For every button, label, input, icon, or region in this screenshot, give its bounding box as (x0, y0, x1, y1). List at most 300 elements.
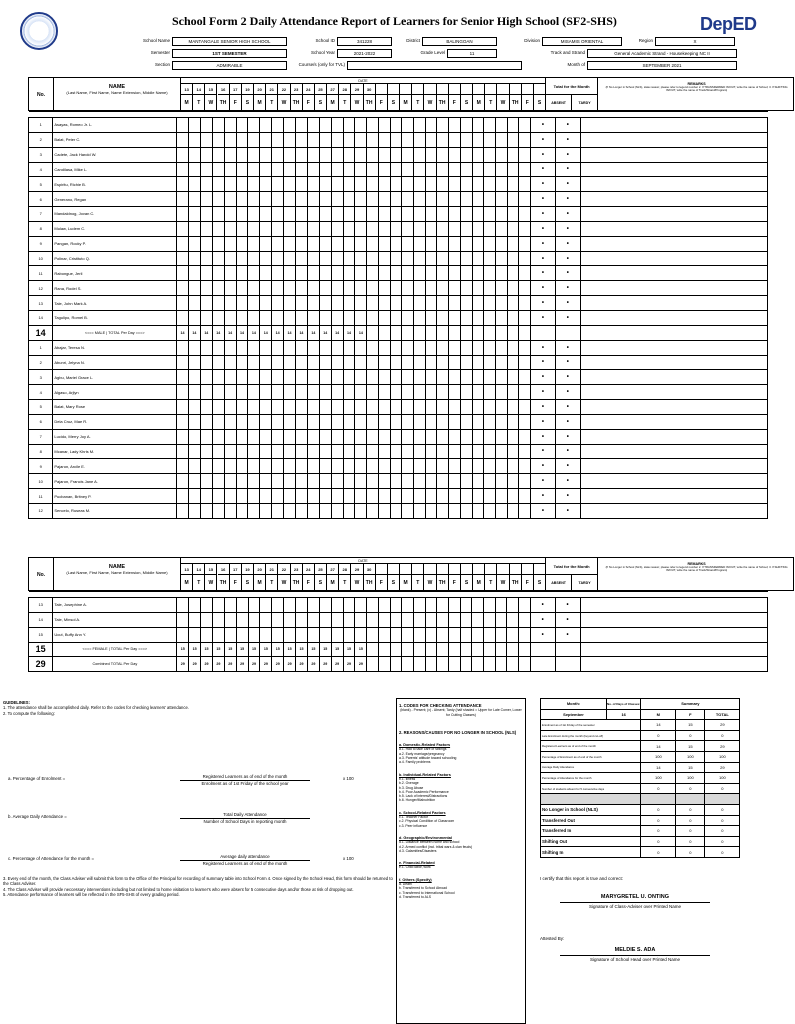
attendance-cell[interactable] (472, 370, 484, 385)
attendance-cell[interactable] (414, 281, 426, 296)
attendance-cell[interactable] (414, 612, 426, 627)
attendance-cell[interactable] (284, 147, 296, 162)
attendance-cell[interactable] (248, 340, 260, 355)
attendance-cell[interactable] (379, 266, 391, 281)
attendance-cell[interactable] (236, 429, 248, 444)
attendance-cell[interactable] (260, 627, 272, 642)
attendance-cell[interactable] (177, 162, 189, 177)
attendance-cell[interactable] (224, 118, 236, 133)
attendance-cell[interactable] (519, 132, 531, 147)
attendance-cell[interactable] (355, 192, 367, 207)
attendance-cell[interactable] (236, 489, 248, 504)
attendance-cell[interactable] (367, 207, 379, 222)
attendance-cell[interactable] (472, 236, 484, 251)
attendance-cell[interactable] (319, 207, 331, 222)
attendance-cell[interactable] (507, 459, 519, 474)
attendance-cell[interactable] (296, 132, 308, 147)
attendance-cell[interactable] (449, 459, 461, 474)
attendance-cell[interactable] (248, 385, 260, 400)
attendance-cell[interactable] (425, 236, 437, 251)
attendance-cell[interactable] (224, 444, 236, 459)
attendance-cell[interactable] (272, 207, 284, 222)
attendance-cell[interactable] (284, 429, 296, 444)
attendance-cell[interactable] (519, 598, 531, 613)
attendance-cell[interactable] (460, 192, 472, 207)
attendance-cell[interactable] (331, 310, 343, 325)
attendance-cell[interactable] (437, 414, 449, 429)
attendance-cell[interactable] (319, 251, 331, 266)
attendance-cell[interactable] (296, 355, 308, 370)
attendance-cell[interactable] (248, 444, 260, 459)
attendance-cell[interactable] (379, 177, 391, 192)
remarks-cell[interactable] (580, 310, 767, 325)
attendance-cell[interactable] (307, 310, 319, 325)
attendance-cell[interactable] (343, 474, 355, 489)
attendance-cell[interactable] (414, 355, 426, 370)
attendance-cell[interactable] (379, 340, 391, 355)
attendance-cell[interactable] (414, 266, 426, 281)
attendance-cell[interactable] (331, 147, 343, 162)
attendance-cell[interactable] (402, 414, 414, 429)
attendance-cell[interactable] (319, 310, 331, 325)
attendance-cell[interactable] (449, 266, 461, 281)
attendance-cell[interactable] (367, 474, 379, 489)
attendance-cell[interactable] (260, 118, 272, 133)
attendance-cell[interactable] (272, 370, 284, 385)
attendance-cell[interactable] (460, 281, 472, 296)
attendance-cell[interactable] (355, 444, 367, 459)
attendance-cell[interactable] (248, 474, 260, 489)
attendance-cell[interactable] (272, 400, 284, 415)
attendance-cell[interactable] (284, 221, 296, 236)
attendance-cell[interactable] (200, 400, 212, 415)
attendance-cell[interactable] (200, 221, 212, 236)
attendance-cell[interactable] (367, 177, 379, 192)
attendance-cell[interactable] (331, 489, 343, 504)
attendance-cell[interactable] (307, 192, 319, 207)
attendance-cell[interactable] (284, 459, 296, 474)
remarks-cell[interactable] (580, 340, 767, 355)
attendance-cell[interactable] (484, 612, 496, 627)
attendance-cell[interactable] (343, 207, 355, 222)
attendance-cell[interactable] (224, 429, 236, 444)
attendance-cell[interactable] (367, 429, 379, 444)
attendance-cell[interactable] (484, 281, 496, 296)
attendance-cell[interactable] (390, 598, 402, 613)
attendance-cell[interactable] (519, 266, 531, 281)
attendance-cell[interactable] (224, 162, 236, 177)
attendance-cell[interactable] (472, 598, 484, 613)
attendance-cell[interactable] (367, 340, 379, 355)
attendance-cell[interactable] (212, 147, 224, 162)
attendance-cell[interactable] (484, 162, 496, 177)
attendance-cell[interactable] (200, 310, 212, 325)
attendance-cell[interactable] (284, 266, 296, 281)
attendance-cell[interactable] (319, 627, 331, 642)
attendance-cell[interactable] (425, 192, 437, 207)
attendance-cell[interactable] (484, 221, 496, 236)
attendance-cell[interactable] (425, 310, 437, 325)
attendance-cell[interactable] (331, 132, 343, 147)
remarks-cell[interactable] (580, 177, 767, 192)
attendance-cell[interactable] (495, 370, 507, 385)
attendance-cell[interactable] (307, 236, 319, 251)
attendance-cell[interactable] (379, 221, 391, 236)
attendance-cell[interactable] (449, 370, 461, 385)
attendance-cell[interactable] (200, 444, 212, 459)
attendance-cell[interactable] (319, 414, 331, 429)
attendance-cell[interactable] (272, 385, 284, 400)
attendance-cell[interactable] (331, 459, 343, 474)
attendance-cell[interactable] (343, 370, 355, 385)
attendance-cell[interactable] (236, 207, 248, 222)
attendance-cell[interactable] (248, 370, 260, 385)
attendance-cell[interactable] (449, 296, 461, 311)
remarks-cell[interactable] (580, 296, 767, 311)
attendance-cell[interactable] (507, 400, 519, 415)
attendance-cell[interactable] (343, 296, 355, 311)
attendance-cell[interactable] (437, 385, 449, 400)
attendance-cell[interactable] (414, 627, 426, 642)
attendance-cell[interactable] (460, 162, 472, 177)
attendance-cell[interactable] (484, 385, 496, 400)
attendance-cell[interactable] (284, 236, 296, 251)
attendance-cell[interactable] (260, 429, 272, 444)
attendance-cell[interactable] (296, 236, 308, 251)
attendance-cell[interactable] (390, 207, 402, 222)
attendance-cell[interactable] (331, 598, 343, 613)
attendance-cell[interactable] (307, 266, 319, 281)
attendance-cell[interactable] (379, 459, 391, 474)
attendance-cell[interactable] (460, 598, 472, 613)
attendance-cell[interactable] (260, 177, 272, 192)
attendance-cell[interactable] (331, 400, 343, 415)
attendance-cell[interactable] (200, 385, 212, 400)
attendance-cell[interactable] (188, 310, 200, 325)
attendance-cell[interactable] (284, 340, 296, 355)
attendance-cell[interactable] (379, 429, 391, 444)
attendance-cell[interactable] (449, 162, 461, 177)
attendance-cell[interactable] (425, 459, 437, 474)
attendance-cell[interactable] (495, 192, 507, 207)
attendance-cell[interactable] (449, 627, 461, 642)
remarks-cell[interactable] (580, 627, 767, 642)
attendance-cell[interactable] (425, 370, 437, 385)
attendance-cell[interactable] (343, 355, 355, 370)
attendance-cell[interactable] (355, 340, 367, 355)
attendance-cell[interactable] (472, 627, 484, 642)
attendance-cell[interactable] (437, 340, 449, 355)
attendance-cell[interactable] (248, 355, 260, 370)
attendance-cell[interactable] (296, 459, 308, 474)
attendance-cell[interactable] (272, 489, 284, 504)
attendance-cell[interactable] (284, 627, 296, 642)
attendance-cell[interactable] (188, 385, 200, 400)
attendance-cell[interactable] (355, 162, 367, 177)
attendance-cell[interactable] (367, 598, 379, 613)
attendance-cell[interactable] (402, 118, 414, 133)
attendance-cell[interactable] (343, 429, 355, 444)
attendance-cell[interactable] (188, 474, 200, 489)
attendance-cell[interactable] (472, 147, 484, 162)
attendance-cell[interactable] (472, 474, 484, 489)
attendance-cell[interactable] (272, 266, 284, 281)
attendance-cell[interactable] (188, 207, 200, 222)
attendance-cell[interactable] (402, 474, 414, 489)
attendance-cell[interactable] (260, 132, 272, 147)
attendance-cell[interactable] (495, 177, 507, 192)
attendance-cell[interactable] (472, 503, 484, 518)
attendance-cell[interactable] (378, 627, 390, 642)
attendance-cell[interactable] (284, 207, 296, 222)
attendance-cell[interactable] (200, 251, 212, 266)
attendance-cell[interactable] (177, 177, 189, 192)
remarks-cell[interactable] (580, 503, 767, 518)
attendance-cell[interactable] (189, 598, 201, 613)
attendance-cell[interactable] (272, 192, 284, 207)
attendance-cell[interactable] (379, 355, 391, 370)
attendance-cell[interactable] (495, 429, 507, 444)
attendance-cell[interactable] (177, 266, 189, 281)
attendance-cell[interactable] (296, 221, 308, 236)
attendance-cell[interactable] (224, 207, 236, 222)
attendance-cell[interactable] (495, 474, 507, 489)
attendance-cell[interactable] (367, 266, 379, 281)
attendance-cell[interactable] (188, 444, 200, 459)
attendance-cell[interactable] (379, 162, 391, 177)
attendance-cell[interactable] (437, 459, 449, 474)
attendance-cell[interactable] (437, 627, 449, 642)
attendance-cell[interactable] (272, 118, 284, 133)
attendance-cell[interactable] (177, 132, 189, 147)
attendance-cell[interactable] (319, 355, 331, 370)
attendance-cell[interactable] (390, 147, 402, 162)
attendance-cell[interactable] (307, 627, 319, 642)
attendance-cell[interactable] (460, 251, 472, 266)
attendance-cell[interactable] (402, 162, 414, 177)
attendance-cell[interactable] (355, 414, 367, 429)
remarks-cell[interactable] (580, 429, 767, 444)
attendance-cell[interactable] (414, 251, 426, 266)
attendance-cell[interactable] (495, 118, 507, 133)
attendance-cell[interactable] (449, 400, 461, 415)
attendance-cell[interactable] (495, 162, 507, 177)
attendance-cell[interactable] (319, 444, 331, 459)
attendance-cell[interactable] (507, 627, 519, 642)
attendance-cell[interactable] (272, 355, 284, 370)
attendance-cell[interactable] (425, 612, 437, 627)
attendance-cell[interactable] (484, 266, 496, 281)
attendance-cell[interactable] (355, 236, 367, 251)
attendance-cell[interactable] (248, 147, 260, 162)
attendance-cell[interactable] (449, 489, 461, 504)
attendance-cell[interactable] (355, 355, 367, 370)
attendance-cell[interactable] (188, 162, 200, 177)
attendance-cell[interactable] (460, 207, 472, 222)
attendance-cell[interactable] (177, 147, 189, 162)
attendance-cell[interactable] (367, 296, 379, 311)
attendance-cell[interactable] (460, 118, 472, 133)
attendance-cell[interactable] (272, 296, 284, 311)
remarks-cell[interactable] (580, 459, 767, 474)
attendance-cell[interactable] (260, 489, 272, 504)
attendance-cell[interactable] (200, 340, 212, 355)
attendance-cell[interactable] (284, 612, 296, 627)
attendance-cell[interactable] (367, 414, 379, 429)
attendance-cell[interactable] (519, 207, 531, 222)
attendance-cell[interactable] (390, 132, 402, 147)
attendance-cell[interactable] (319, 192, 331, 207)
attendance-cell[interactable] (402, 503, 414, 518)
attendance-cell[interactable] (260, 310, 272, 325)
attendance-cell[interactable] (188, 192, 200, 207)
attendance-cell[interactable] (319, 118, 331, 133)
attendance-cell[interactable] (437, 281, 449, 296)
attendance-cell[interactable] (260, 503, 272, 518)
attendance-cell[interactable] (379, 281, 391, 296)
attendance-cell[interactable] (248, 429, 260, 444)
attendance-cell[interactable] (472, 489, 484, 504)
attendance-cell[interactable] (296, 281, 308, 296)
attendance-cell[interactable] (331, 207, 343, 222)
attendance-cell[interactable] (224, 177, 236, 192)
attendance-cell[interactable] (236, 281, 248, 296)
attendance-cell[interactable] (379, 147, 391, 162)
attendance-cell[interactable] (331, 177, 343, 192)
attendance-cell[interactable] (307, 444, 319, 459)
attendance-cell[interactable] (236, 177, 248, 192)
attendance-cell[interactable] (519, 429, 531, 444)
attendance-cell[interactable] (402, 236, 414, 251)
attendance-cell[interactable] (355, 147, 367, 162)
attendance-cell[interactable] (177, 236, 189, 251)
attendance-cell[interactable] (177, 598, 189, 613)
attendance-cell[interactable] (284, 489, 296, 504)
remarks-cell[interactable] (580, 132, 767, 147)
attendance-cell[interactable] (355, 370, 367, 385)
attendance-cell[interactable] (414, 429, 426, 444)
attendance-cell[interactable] (177, 400, 189, 415)
attendance-cell[interactable] (343, 162, 355, 177)
attendance-cell[interactable] (425, 444, 437, 459)
attendance-cell[interactable] (343, 444, 355, 459)
attendance-cell[interactable] (319, 162, 331, 177)
attendance-cell[interactable] (284, 177, 296, 192)
attendance-cell[interactable] (248, 192, 260, 207)
attendance-cell[interactable] (507, 296, 519, 311)
attendance-cell[interactable] (425, 147, 437, 162)
attendance-cell[interactable] (507, 118, 519, 133)
attendance-cell[interactable] (437, 236, 449, 251)
attendance-cell[interactable] (212, 414, 224, 429)
attendance-cell[interactable] (390, 489, 402, 504)
attendance-cell[interactable] (343, 459, 355, 474)
attendance-cell[interactable] (296, 177, 308, 192)
attendance-cell[interactable] (188, 147, 200, 162)
remarks-cell[interactable] (580, 370, 767, 385)
attendance-cell[interactable] (343, 266, 355, 281)
attendance-cell[interactable] (177, 474, 189, 489)
attendance-cell[interactable] (236, 340, 248, 355)
attendance-cell[interactable] (224, 340, 236, 355)
attendance-cell[interactable] (296, 385, 308, 400)
attendance-cell[interactable] (425, 266, 437, 281)
attendance-cell[interactable] (331, 340, 343, 355)
attendance-cell[interactable] (449, 385, 461, 400)
attendance-cell[interactable] (437, 310, 449, 325)
attendance-cell[interactable] (379, 192, 391, 207)
attendance-cell[interactable] (260, 221, 272, 236)
attendance-cell[interactable] (495, 503, 507, 518)
attendance-cell[interactable] (331, 118, 343, 133)
attendance-cell[interactable] (495, 221, 507, 236)
attendance-cell[interactable] (236, 612, 248, 627)
attendance-cell[interactable] (495, 459, 507, 474)
attendance-cell[interactable] (449, 310, 461, 325)
remarks-cell[interactable] (580, 414, 767, 429)
attendance-cell[interactable] (212, 429, 224, 444)
attendance-cell[interactable] (472, 612, 484, 627)
attendance-cell[interactable] (236, 296, 248, 311)
attendance-cell[interactable] (189, 612, 201, 627)
attendance-cell[interactable] (484, 118, 496, 133)
attendance-cell[interactable] (201, 598, 213, 613)
attendance-cell[interactable] (507, 266, 519, 281)
attendance-cell[interactable] (425, 429, 437, 444)
attendance-cell[interactable] (379, 503, 391, 518)
attendance-cell[interactable] (236, 414, 248, 429)
attendance-cell[interactable] (284, 598, 296, 613)
attendance-cell[interactable] (460, 489, 472, 504)
remarks-cell[interactable] (580, 192, 767, 207)
attendance-cell[interactable] (402, 281, 414, 296)
attendance-cell[interactable] (331, 370, 343, 385)
attendance-cell[interactable] (367, 147, 379, 162)
attendance-cell[interactable] (212, 296, 224, 311)
attendance-cell[interactable] (236, 132, 248, 147)
attendance-cell[interactable] (248, 627, 260, 642)
attendance-cell[interactable] (472, 444, 484, 459)
attendance-cell[interactable] (319, 340, 331, 355)
attendance-cell[interactable] (260, 266, 272, 281)
attendance-cell[interactable] (425, 207, 437, 222)
attendance-cell[interactable] (379, 236, 391, 251)
attendance-cell[interactable] (248, 177, 260, 192)
attendance-cell[interactable] (272, 310, 284, 325)
attendance-cell[interactable] (212, 132, 224, 147)
attendance-cell[interactable] (212, 162, 224, 177)
attendance-cell[interactable] (495, 414, 507, 429)
attendance-cell[interactable] (519, 503, 531, 518)
attendance-cell[interactable] (402, 207, 414, 222)
attendance-cell[interactable] (260, 385, 272, 400)
attendance-cell[interactable] (200, 370, 212, 385)
attendance-cell[interactable] (343, 414, 355, 429)
attendance-cell[interactable] (484, 147, 496, 162)
attendance-cell[interactable] (343, 503, 355, 518)
attendance-cell[interactable] (248, 612, 260, 627)
attendance-cell[interactable] (495, 612, 507, 627)
attendance-cell[interactable] (296, 429, 308, 444)
attendance-cell[interactable] (212, 266, 224, 281)
attendance-cell[interactable] (472, 207, 484, 222)
attendance-cell[interactable] (472, 251, 484, 266)
attendance-cell[interactable] (284, 444, 296, 459)
attendance-cell[interactable] (425, 503, 437, 518)
attendance-cell[interactable] (212, 192, 224, 207)
attendance-cell[interactable] (331, 192, 343, 207)
attendance-cell[interactable] (236, 251, 248, 266)
